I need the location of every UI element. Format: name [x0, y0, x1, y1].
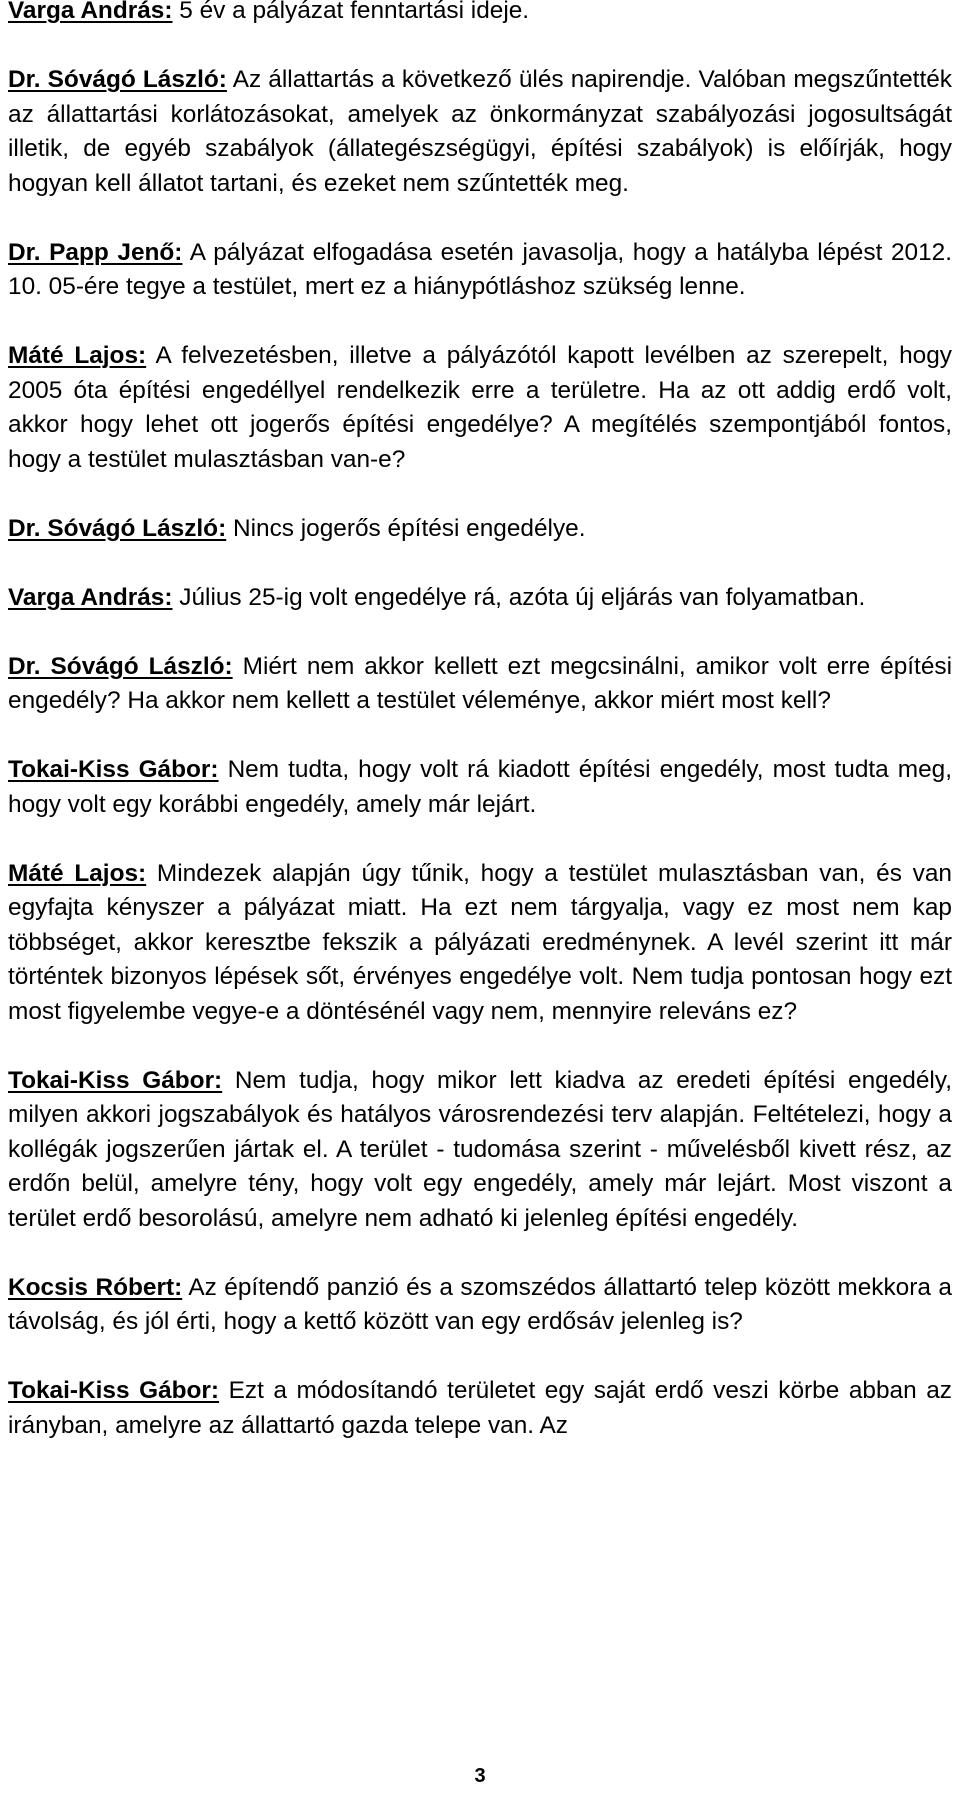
paragraph-sovago-1	[8, 63, 952, 201]
paragraph-text: A pályázat elfogadása esetén javasolja, hogy a hatályba lépést 2012. 10. 05-ére tegye a testület, mert ez a hiánypótláshoz szükség lenne.	[8, 238, 952, 300]
paragraph-text: Nincs jogerős építési engedélye.	[226, 514, 586, 542]
paragraph-tokai-1	[8, 753, 952, 822]
speaker-name: Tokai-Kiss Gábor:	[8, 1066, 223, 1094]
paragraph-varga-2	[8, 581, 952, 616]
paragraph-text: Nem tudta, hogy volt rá kiadott építési engedély, most tudta meg, hogy volt egy korábbi engedély, amely már lejárt.	[8, 756, 952, 818]
paragraph-varga-1	[8, 0, 952, 29]
paragraph-text: Miért nem akkor kellett ezt megcsinálni, amikor volt erre építési engedély? Ha akkor nem kellett a testület véleménye, akkor miért most kell?	[8, 652, 952, 714]
speaker-name: Varga András:	[8, 0, 173, 24]
speaker-name: Dr. Sóvágó László:	[8, 514, 227, 542]
paragraph-text: Az állattartás a következő ülés napirendje. Valóban megszűntették az állattartási korlátozásokat, amelyek az önkormányzat szabályozási jogosultságát illetik, de egyéb szabályok (állategészségügyi, építési szabályok) is előírják, hogy hogyan kell állatot tartani, és ezeket nem szűntették meg.	[8, 66, 952, 197]
speaker-name: Dr. Papp Jenő:	[8, 238, 183, 266]
speaker-name: Dr. Sóvágó László:	[8, 652, 233, 680]
speaker-name: Dr. Sóvágó László:	[8, 66, 227, 93]
minutes-text	[8, 0, 952, 1478]
paragraph-mate-1	[8, 339, 952, 477]
speaker-name: Tokai-Kiss Gábor:	[8, 756, 219, 783]
paragraph-sovago-3	[8, 650, 952, 719]
paragraph-text: Mindezek alapján úgy tűnik, hogy a testület mulasztásban van, és van egyfajta kényszer a pályázat miatt. Ha ezt nem tárgyalja, vagy ez most nem kap többséget, akkor keresztbe fekszik a pályázati eredménynek. A levél szerint itt már történtek bizonyos lépések sőt, érvényes engedélye volt. Nem tudja pontosan hogy ezt most figyelembe vegye-e a döntésénél vagy nem, mennyire releváns ez?	[8, 859, 952, 1025]
paragraph-papp-1	[8, 236, 952, 305]
speaker-name: Máté Lajos:	[8, 342, 147, 369]
speaker-name: Tokai-Kiss Gábor:	[8, 1377, 220, 1404]
paragraph-kocsis-1	[8, 1271, 952, 1340]
paragraph-text: Nem tudja, hogy mikor lett kiadva az eredeti építési engedély, milyen akkori jogszabályok és hatályos városrendezési terv alapján. Feltételezi, hogy a kollégák jogszerűen jártak el. A terület - tudomása szerint - művelésből kivett rész, az erdőn belül, amelyre tény, hogy volt egy engedély, amely már lejárt. Most viszont a terület erdő besorolású, amelyre nem adható ki jelenleg építési engedély.	[8, 1066, 952, 1232]
paragraph-tokai-3	[8, 1374, 952, 1443]
paragraph-tokai-2	[8, 1064, 952, 1237]
paragraph-sovago-2	[8, 512, 952, 547]
speaker-name: Máté Lajos:	[8, 859, 147, 887]
paragraph-mate-2	[8, 857, 952, 1030]
speaker-name: Varga András:	[8, 583, 173, 611]
paragraph-text: 5 év a pályázat fenntartási ideje.	[172, 0, 530, 24]
paragraph-text: Július 25-ig volt engedélye rá, azóta új eljárás van folyamatban.	[172, 583, 866, 611]
speaker-name: Kocsis Róbert:	[8, 1273, 183, 1301]
paragraph-text: Az építendő panzió és a szomszédos állattartó telep között mekkora a távolság, és jól érti, hogy a kettő között van egy erdősáv jelenleg is?	[8, 1273, 952, 1335]
paragraph-text: A felvezetésben, illetve a pályázótól kapott levélben az szerepelt, hogy 2005 óta építési engedéllyel rendelkezik erre a területre. Ha az ott addig erdő volt, akkor hogy lehet ott jogerős építési engedélye? A megítélés szempontjából fontos, hogy a testület mulasztásban van-e?	[8, 342, 952, 473]
paragraph-text: Ezt a módosítandó területet egy saját erdő veszi körbe abban az irányban, amelyre az állattartó gazda telepe van. Az	[8, 1377, 952, 1439]
page-number: 3	[474, 1765, 486, 1787]
